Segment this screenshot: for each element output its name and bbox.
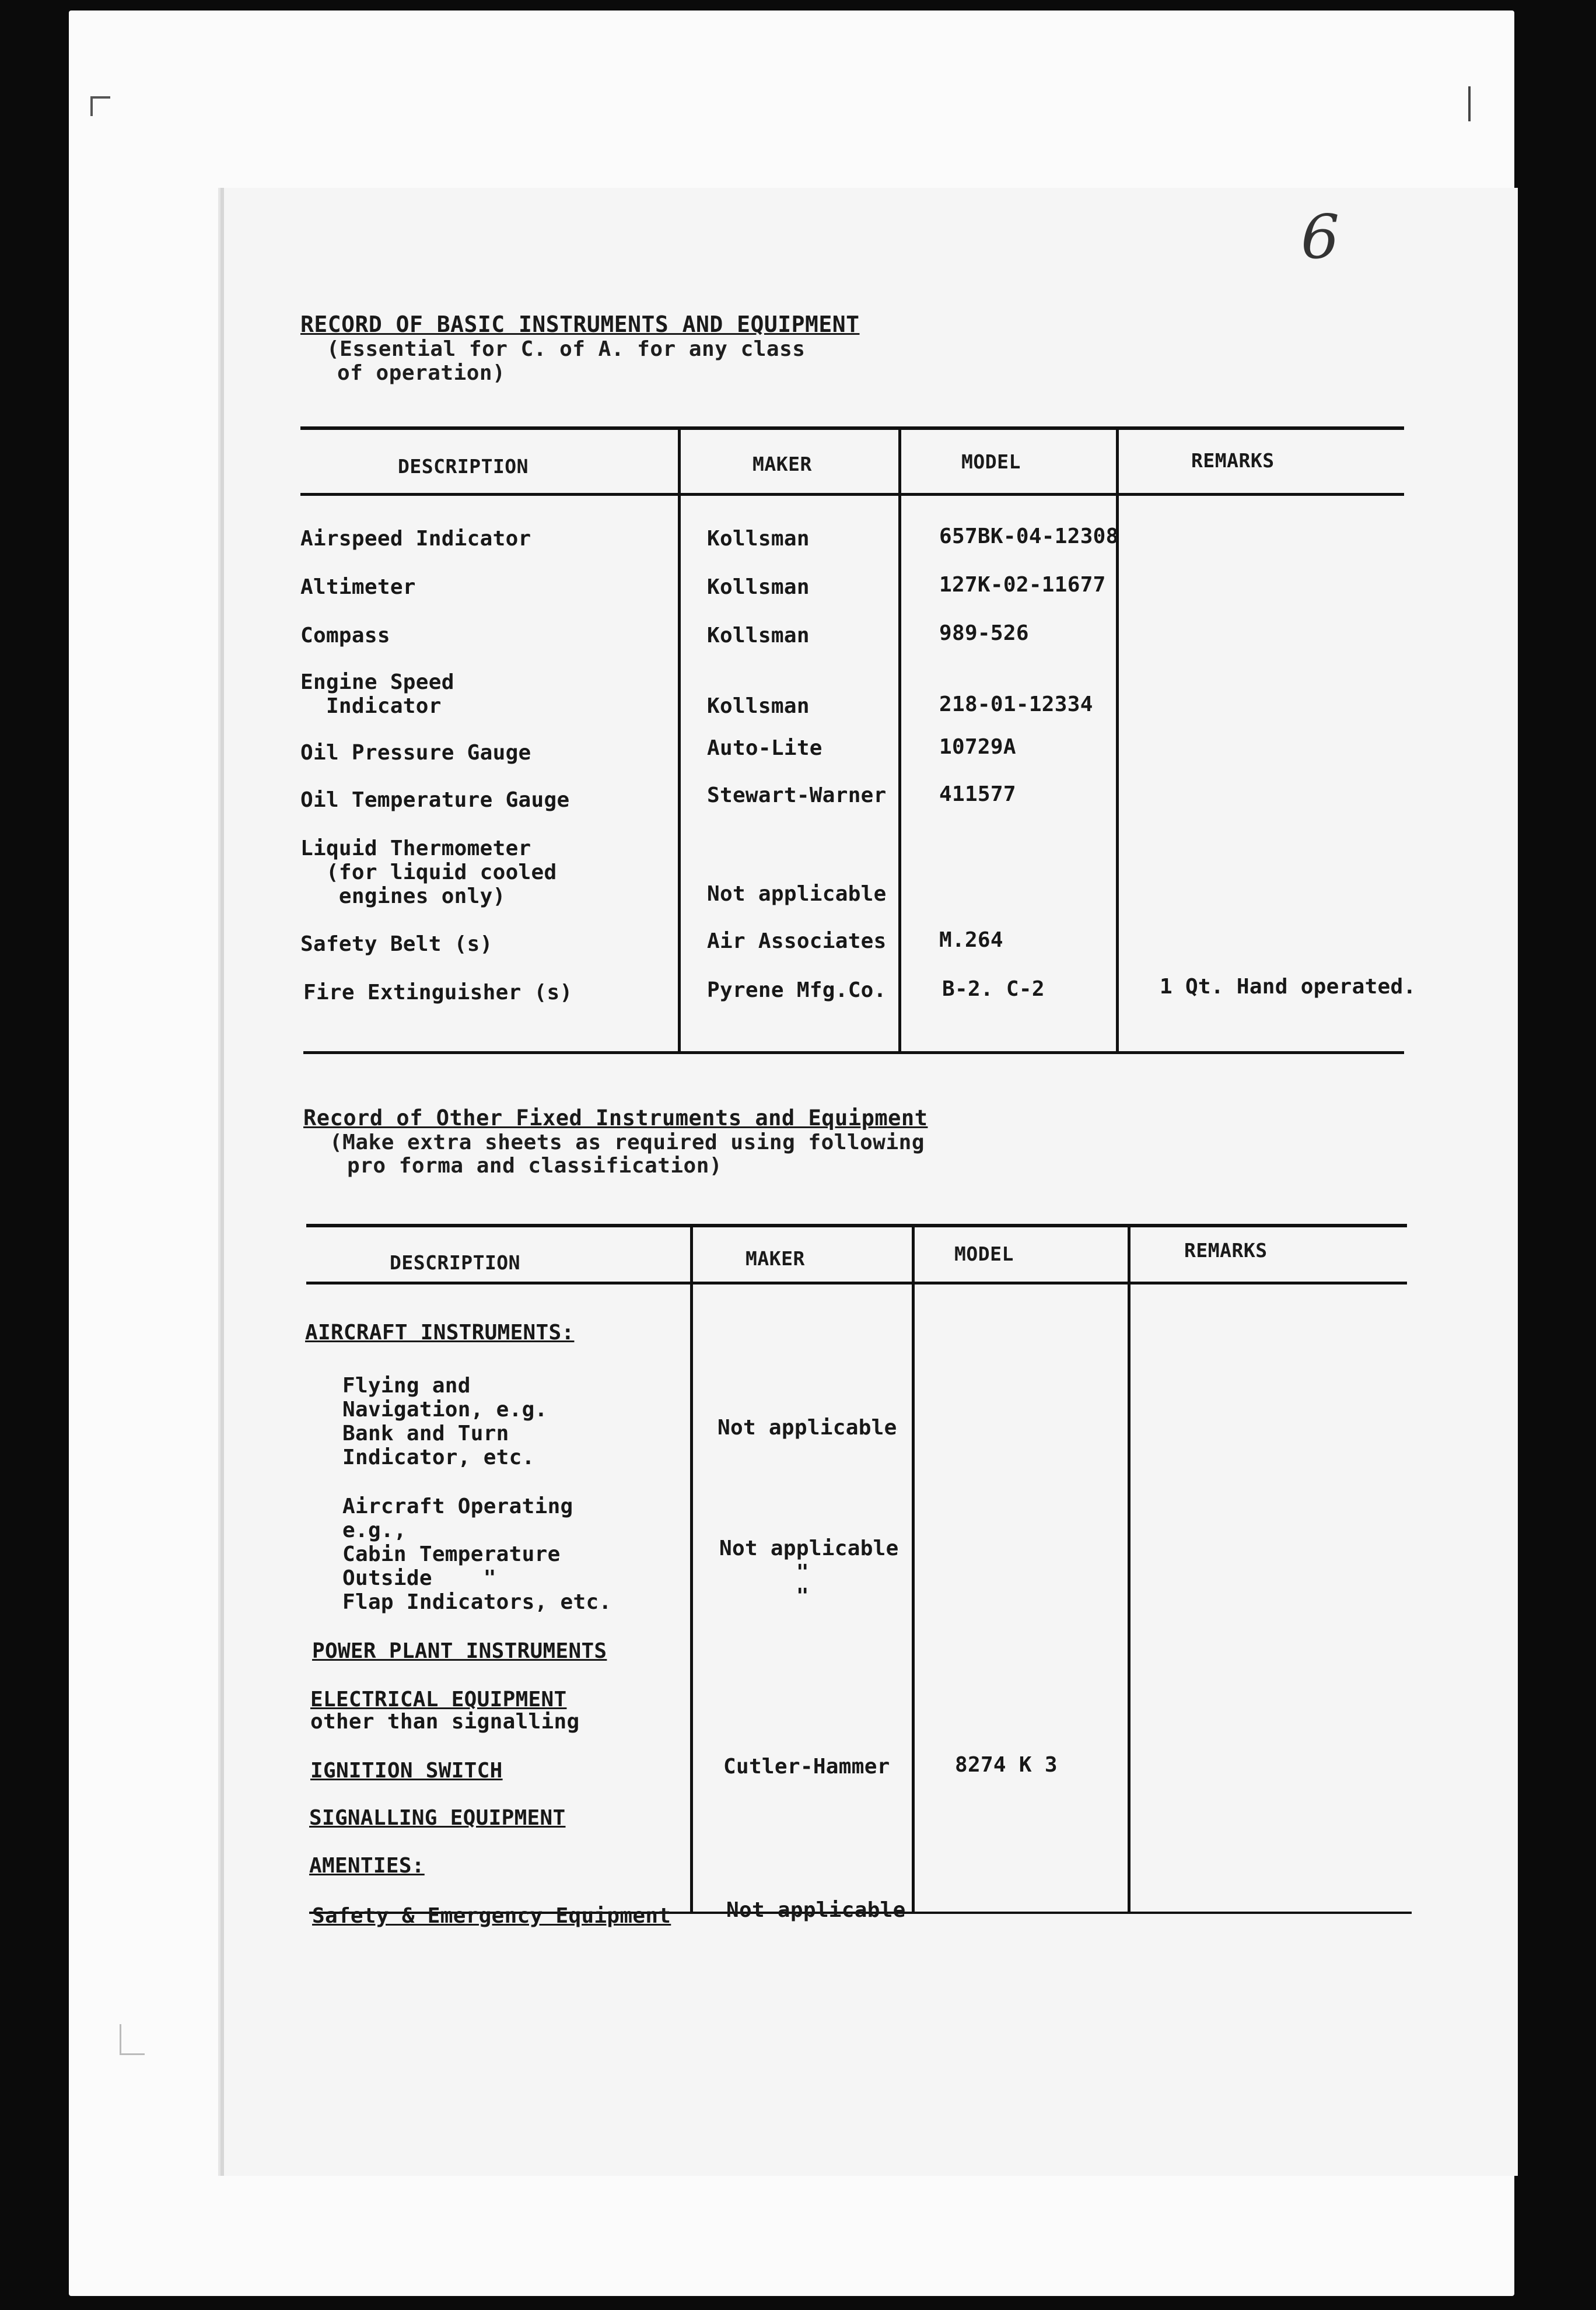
table1-row-description: Liquid Thermometer (for liquid cooled engines only) [300, 836, 557, 908]
table1-row-maker: Pyrene Mfg.Co. [707, 978, 887, 1002]
table1-row-model: 989-526 [939, 621, 1029, 645]
power-plant-label: POWER PLANT INSTRUMENTS [312, 1639, 607, 1663]
table1-row-description: Compass [300, 624, 390, 648]
table2-header-model: MODEL [954, 1242, 1014, 1265]
table1-col-divider [898, 429, 901, 1053]
table1-row-model: 411577 [939, 782, 1016, 806]
table1-row-model: B-2. C-2 [942, 977, 1045, 1001]
table1-row-description: Altimeter [300, 575, 416, 599]
table1-header-remarks: REMARKS [1191, 449, 1275, 472]
table1-col-divider [678, 429, 681, 1053]
table1-row-description: Fire Extinguisher (s) [303, 981, 573, 1005]
table1-row-model: 657BK-04-12308 [939, 524, 1119, 548]
table1-row-remarks: 1 Qt. Hand operated. [1160, 975, 1416, 999]
ignition-switch-model: 8274 K 3 [955, 1753, 1058, 1777]
table2-header-description: DESCRIPTION [390, 1251, 521, 1274]
table2-header-maker: MAKER [746, 1247, 805, 1270]
table1-header-rule [300, 493, 1404, 496]
table1-row-maker: Auto-Lite [707, 736, 822, 760]
table1-row-model: 10729A [939, 735, 1016, 759]
section1-subtitle-line1: (Essential for C. of A. for any class [327, 337, 806, 361]
aircraft-instruments-label: AIRCRAFT INSTRUMENTS: [305, 1321, 575, 1345]
table1-row-maker: Kollsman [707, 624, 810, 648]
corner-mark [120, 2024, 145, 2055]
table2-header-rule [306, 1282, 1407, 1284]
table1-header-model: MODEL [961, 450, 1021, 473]
table1-row-model: 218-01-12334 [939, 692, 1093, 716]
safety-equipment-maker: Not applicable [726, 1898, 906, 1922]
table2-col-divider [1128, 1225, 1130, 1913]
table1-row-description: Airspeed Indicator [300, 527, 531, 551]
section2-subtitle-line2: pro forma and classification) [347, 1154, 723, 1178]
page-number: 6 [1301, 201, 1340, 272]
table1-bottom-rule [303, 1051, 1404, 1054]
aircraft-operating-description: Aircraft Operating e.g., Cabin Temperature Outside " Flap Indicators, etc. [342, 1494, 612, 1614]
table1-row-maker: Stewart-Warner [707, 783, 887, 807]
table1-row-description: Oil Temperature Gauge [300, 788, 570, 812]
section1-subtitle-line2: of operation) [337, 361, 506, 385]
table2-col-divider [690, 1225, 693, 1913]
table2-col-divider [912, 1225, 915, 1913]
table2-top-rule [306, 1224, 1407, 1227]
ignition-switch-maker: Cutler-Hammer [723, 1755, 890, 1779]
corner-mark [1461, 86, 1471, 121]
table1-col-divider [1116, 429, 1119, 1053]
table1-header-maker: MAKER [752, 453, 812, 475]
table1-row-description: Safety Belt (s) [300, 932, 493, 956]
section2-subtitle-line1: (Make extra sheets as required using following [330, 1130, 925, 1154]
table1-row-model: 127K-02-11677 [939, 573, 1106, 597]
table1-row-description: Oil Pressure Gauge [300, 741, 531, 765]
table1-row-maker: Kollsman [707, 527, 810, 551]
section2-title: Record of Other Fixed Instruments and Equipment [303, 1105, 928, 1130]
amenities-label: AMENTIES: [309, 1854, 425, 1878]
table1-header-description: DESCRIPTION [398, 455, 529, 478]
table1-row-maker: Air Associates [707, 929, 887, 953]
section1-title: RECORD OF BASIC INSTRUMENTS AND EQUIPMENT [300, 312, 860, 337]
table1-row-maker: Not applicable [707, 882, 887, 906]
table2-header-remarks: REMARKS [1184, 1239, 1268, 1262]
corner-mark [90, 96, 110, 116]
table1-top-rule [300, 426, 1404, 430]
flying-navigation-description: Flying and Navigation, e.g. Bank and Turn Indicator, etc. [342, 1374, 548, 1469]
table1-row-maker: Kollsman [707, 694, 810, 718]
electrical-equipment-sub: other than signalling [310, 1710, 580, 1734]
safety-equipment-label: Safety & Emergency Equipment [312, 1904, 671, 1928]
flying-navigation-maker: Not applicable [718, 1416, 897, 1440]
table1-row-description: Engine Speed Indicator [300, 670, 454, 718]
ignition-switch-label: IGNITION SWITCH [310, 1759, 503, 1783]
table1-row-model: M.264 [939, 928, 1003, 952]
aircraft-operating-maker: Not applicable " " [719, 1536, 899, 1608]
electrical-equipment-label: ELECTRICAL EQUIPMENT [310, 1688, 567, 1712]
signalling-equipment-label: SIGNALLING EQUIPMENT [309, 1806, 566, 1830]
table1-row-maker: Kollsman [707, 575, 810, 599]
